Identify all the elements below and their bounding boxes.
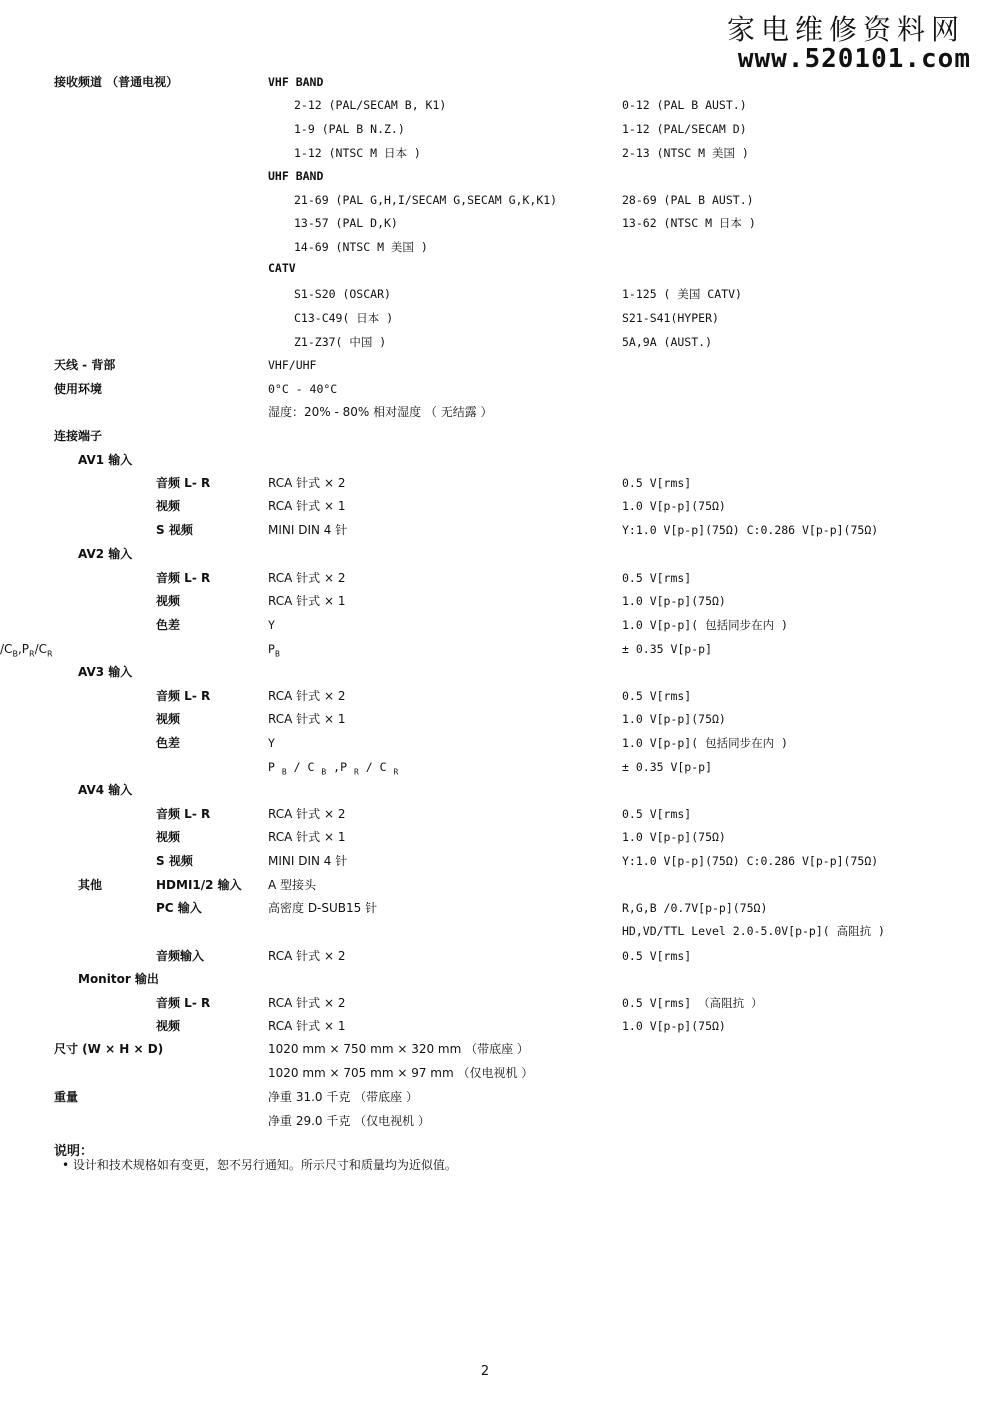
signal-level: 0.5 V[rms]	[622, 949, 692, 963]
uhf-right: 28-69 (PAL B AUST.)	[622, 193, 754, 207]
label-reception: 接收频道 （普通电视）	[54, 75, 179, 89]
signal-level: 0.5 V[rms]	[622, 476, 692, 490]
label-video: 视频	[156, 712, 181, 726]
row-catv-2	[0, 309, 993, 327]
signal-level: ± 0.35 V[p-p]	[622, 642, 713, 656]
row-uhf-3	[0, 238, 993, 256]
label-av1: AV1 输入	[78, 453, 133, 467]
connector: RCA 针式 × 2	[268, 949, 346, 963]
dimension-value: 1020 mm × 705 mm × 97 mm （仅电视机 ）	[268, 1066, 534, 1080]
weight-value: 净重 29.0 千克 （仅电视机 ）	[268, 1114, 430, 1128]
environment-temp: 0°C - 40°C	[268, 382, 338, 396]
row-av4	[0, 781, 993, 799]
label-weight: 重量	[54, 1090, 79, 1104]
component-y: Y	[268, 736, 275, 750]
signal-level: 0.5 V[rms]	[622, 807, 692, 821]
row-terminals	[0, 427, 993, 445]
row-av3-component-pbpr	[0, 758, 993, 776]
connector: RCA 针式 × 2	[268, 689, 346, 703]
label-s-video: S 视频	[156, 854, 193, 868]
uhf-title: UHF BAND	[268, 169, 324, 183]
component-pb-pr: P $_B$ / C $_B$ ,P $_R$ / C $_R$	[268, 760, 399, 777]
connector: RCA 针式 × 2	[268, 807, 346, 821]
vhf-left: 2-12 (PAL/SECAM B, K1)	[294, 98, 447, 112]
vhf-right: 0-12 (PAL B AUST.)	[622, 98, 747, 112]
vhf-right: 1-12 (PAL/SECAM D)	[622, 122, 747, 136]
connector: RCA 针式 × 2	[268, 571, 346, 585]
connector: A 型接头	[268, 878, 317, 892]
catv-right: 1-125 ( 美国 CATV)	[622, 287, 742, 301]
signal-level: R,G,B /0.7V[p-p](75Ω)	[622, 901, 768, 915]
catv-right: S21-S41(HYPER)	[622, 311, 719, 325]
connector: RCA 针式 × 1	[268, 499, 346, 513]
row-reception	[0, 73, 993, 91]
row-av1	[0, 451, 993, 469]
label-s-video: S 视频	[156, 523, 193, 537]
page-number: 2	[480, 1364, 490, 1379]
row-uhf-1	[0, 191, 993, 209]
catv-left: Z1-Z37( 中国 )	[294, 335, 387, 349]
vhf-right: 2-13 (NTSC M 美国 )	[622, 146, 749, 160]
label-other: 其他	[78, 878, 103, 892]
row-weight-1	[0, 1088, 993, 1106]
label-video: 视频	[156, 830, 181, 844]
label-antenna: 天线 - 背部	[54, 358, 116, 372]
signal-level: HD,VD/TTL Level 2.0-5.0V[p-p]( 高阻抗 )	[622, 924, 885, 938]
row-monitor-audio	[0, 994, 993, 1012]
connector: RCA 针式 × 1	[268, 1019, 346, 1033]
row-av3-audio	[0, 687, 993, 705]
row-dimensions-1	[0, 1040, 993, 1058]
row-dimensions-2	[0, 1064, 993, 1082]
row-environment	[0, 380, 993, 398]
connector: MINI DIN 4 针	[268, 854, 348, 868]
row-uhf-2	[0, 214, 993, 232]
row-other-pc	[0, 899, 993, 917]
label-environment: 使用环境	[54, 382, 103, 396]
connector: MINI DIN 4 针	[268, 523, 348, 537]
label-component: 色差	[156, 736, 181, 750]
environment-humidity: 湿度：20% - 80% 相对湿度 （ 无结露 ）	[268, 405, 493, 419]
uhf-left: 14-69 (NTSC M 美国 )	[294, 240, 428, 254]
label-hdmi: HDMI1/2 输入	[156, 878, 242, 892]
antenna-value: VHF/UHF	[268, 358, 317, 372]
signal-level: 1.0 V[p-p]( 包括同步在内 )	[622, 736, 788, 750]
row-av4-svideo	[0, 852, 993, 870]
signal-level: 1.0 V[p-p](75Ω)	[622, 830, 726, 844]
label-audio-lr: 音频 L- R	[156, 807, 211, 821]
row-other-pc-2	[0, 922, 993, 940]
row-catv-title	[0, 259, 993, 277]
row-uhf-title	[0, 167, 993, 185]
catv-left: C13-C49( 日本 )	[294, 311, 394, 325]
row-antenna	[0, 356, 993, 374]
watermark-url: www.520101.com	[737, 44, 971, 74]
dimension-value: 1020 mm × 750 mm × 320 mm （带底座 ）	[268, 1042, 529, 1056]
row-other-hdmi	[0, 876, 993, 894]
label-av2: AV2 输入	[78, 547, 133, 561]
weight-value: 净重 31.0 千克 （带底座 ）	[268, 1090, 418, 1104]
row-av2	[0, 545, 993, 563]
row-weight-2	[0, 1112, 993, 1130]
row-catv-1	[0, 285, 993, 303]
row-av2-component-pbpr: $P_B$ $/C_B,P_R/C_R$ ± 0.35 V[p-p]	[0, 642, 713, 659]
label-pc: PC 输入	[156, 901, 202, 915]
connector: RCA 针式 × 1	[268, 830, 346, 844]
uhf-left: 21-69 (PAL G,H,I/SECAM G,SECAM G,K,K1)	[294, 193, 558, 207]
row-vhf-1	[0, 96, 993, 114]
catv-left: S1-S20 (OSCAR)	[294, 287, 391, 301]
signal-level: 1.0 V[p-p](75Ω)	[622, 1019, 726, 1033]
row-av4-audio	[0, 805, 993, 823]
catv-right: 5A,9A (AUST.)	[622, 335, 713, 349]
row-av2-audio	[0, 569, 993, 587]
signal-level: 0.5 V[rms]	[622, 571, 692, 585]
label-audio-lr: 音频 L- R	[156, 996, 211, 1010]
label-dimensions: 尺寸 (W × H × D)	[54, 1042, 164, 1056]
connector: RCA 针式 × 1	[268, 712, 346, 726]
vhf-left: 1-12 (NTSC M 日本 )	[294, 146, 421, 160]
catv-title: CATV	[268, 261, 296, 275]
row-av1-svideo	[0, 521, 993, 539]
row-av2-video	[0, 592, 993, 610]
label-audio-lr: 音频 L- R	[156, 476, 211, 490]
signal-level: ± 0.35 V[p-p]	[622, 760, 713, 774]
row-vhf-3	[0, 144, 993, 162]
signal-level: 1.0 V[p-p](75Ω)	[622, 594, 726, 608]
label-video: 视频	[156, 499, 181, 513]
label-monitor: Monitor 输出	[78, 972, 159, 986]
label-audio-lr: 音频 L- R	[156, 689, 211, 703]
connector: RCA 针式 × 1	[268, 594, 346, 608]
label-av3: AV3 输入	[78, 665, 133, 679]
label-component: 色差	[156, 618, 181, 632]
row-av1-audio	[0, 474, 993, 492]
label-audio-lr: 音频 L- R	[156, 571, 211, 585]
row-humidity	[0, 403, 993, 421]
component-y: Y	[268, 618, 275, 632]
label-video: 视频	[156, 594, 181, 608]
connector: 高密度 D-SUB15 针	[268, 901, 378, 915]
signal-level: 1.0 V[p-p](75Ω)	[622, 712, 726, 726]
signal-level: 1.0 V[p-p]( 包括同步在内 )	[622, 618, 788, 632]
uhf-right: 13-62 (NTSC M 日本 )	[622, 216, 756, 230]
row-monitor-video	[0, 1017, 993, 1035]
row-av3-component-y	[0, 734, 993, 752]
label-video: 视频	[156, 1019, 181, 1033]
component-pb-pr: $P_B$	[268, 642, 280, 659]
row-av2-component-y	[0, 616, 993, 634]
vhf-left: 1-9 (PAL B N.Z.)	[294, 122, 405, 136]
label-audio-in: 音频输入	[156, 949, 205, 963]
signal-level: Y:1.0 V[p-p](75Ω) C:0.286 V[p-p](75Ω)	[622, 523, 879, 537]
connector: RCA 针式 × 2	[268, 476, 346, 490]
signal-level: Y:1.0 V[p-p](75Ω) C:0.286 V[p-p](75Ω)	[622, 854, 879, 868]
row-av1-video	[0, 497, 993, 515]
vhf-title: VHF BAND	[268, 75, 324, 89]
signal-level: 1.0 V[p-p](75Ω)	[622, 499, 726, 513]
row-av3	[0, 663, 993, 681]
row-monitor	[0, 970, 993, 988]
note-title: 说明：	[54, 1144, 94, 1159]
note-body: • 设计和技术规格如有变更，恕不另行通知。所示尺寸和质量均为近似值。	[62, 1158, 457, 1172]
row-av3-video	[0, 710, 993, 728]
connector: RCA 针式 × 2	[268, 996, 346, 1010]
signal-level: 0.5 V[rms] （高阻抗 ）	[622, 996, 763, 1010]
uhf-left: 13-57 (PAL D,K)	[294, 216, 398, 230]
row-other-audio	[0, 947, 993, 965]
signal-level: 0.5 V[rms]	[622, 689, 692, 703]
watermark-title: 家电维修资料网	[726, 13, 965, 46]
row-av4-video	[0, 828, 993, 846]
row-vhf-2	[0, 120, 993, 138]
label-terminals: 连接端子	[54, 429, 103, 443]
label-av4: AV4 输入	[78, 783, 133, 797]
row-catv-3	[0, 333, 993, 351]
